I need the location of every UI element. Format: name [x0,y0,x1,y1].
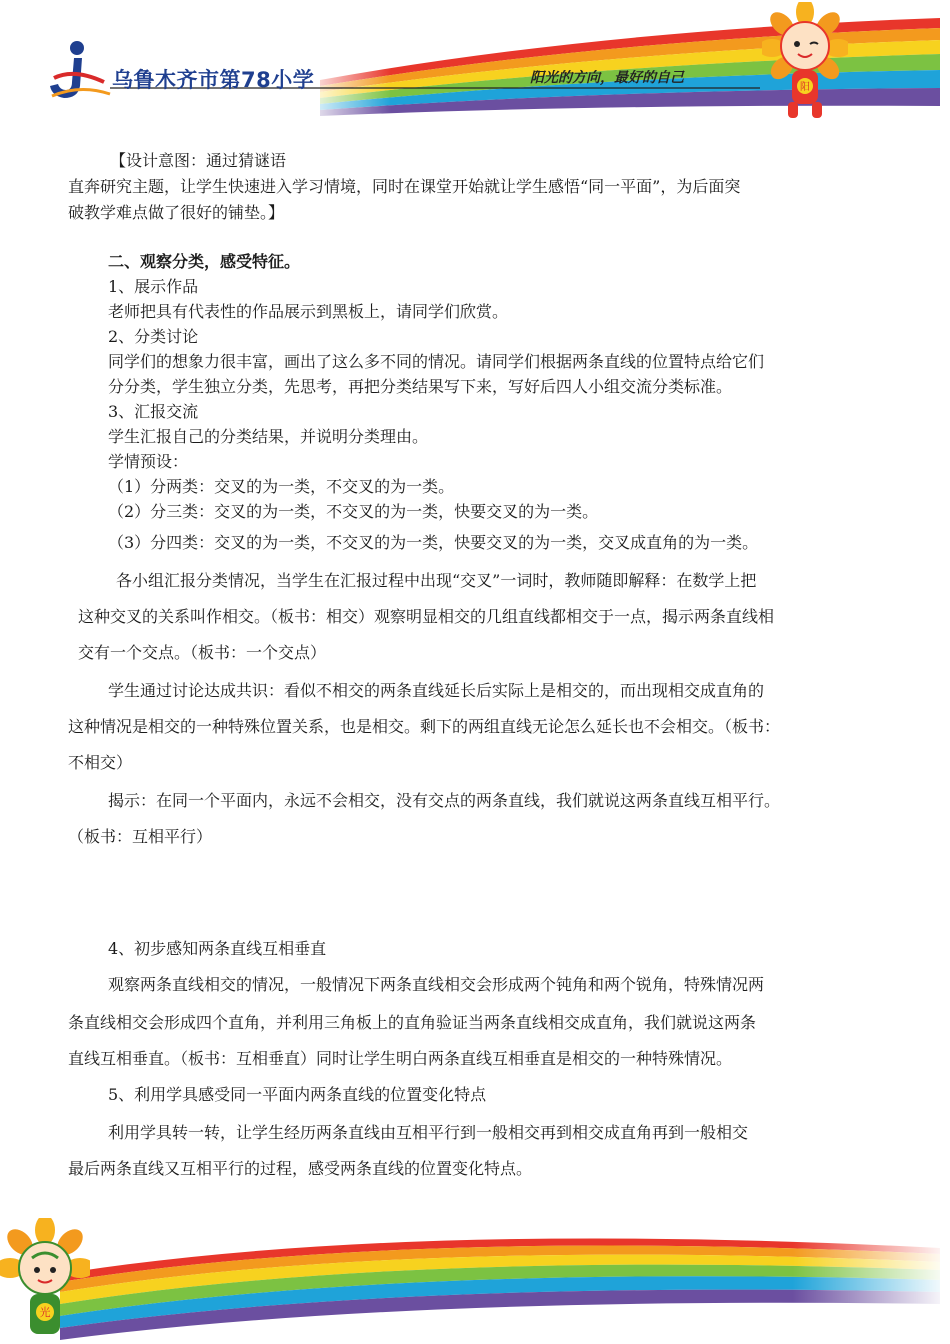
item-1-text: 老师把具有代表性的作品展示到黑板上，请同学们欣赏。 [108,302,509,321]
group-report-line-3: 交有一个交点。（板书：一个交点） [78,643,327,662]
item-5-line-1: 利用学具转一转，让学生经历两条直线由互相平行到一般相交再到相交成直角再到一般相交 [108,1123,749,1142]
sunflower-mascot-icon [762,2,848,122]
reveal-line-2: （板书：互相平行） [68,827,213,846]
mascot-badge-bottom: 光 [39,1306,51,1319]
school-name: 乌鲁木齐市第78小学 [112,68,315,92]
item-4-line-1: 观察两条直线相交的情况，一般情况下两条直线相交会形成两个钝角和两个锐角，特殊情况两 [108,975,765,994]
school-slogan: 阳光的方向，最好的自己 [530,70,684,86]
item-2-text-line-2: 分分类，学生独立分类，先思考，再把分类结果写下来，写好后四人小组交流分类标准。 [108,377,733,396]
item-5-line-2: 最后两条直线又互相平行的过程，感受两条直线的位置变化特点。 [68,1159,533,1178]
prediction-2: （2）分三类：交叉的为一类，不交叉的为一类，快要交叉的为一类。 [108,502,599,521]
group-report-line-1: 各小组汇报分类情况，当学生在汇报过程中出现“交叉”一词时，教师随即解释：在数学上把 [116,571,757,590]
prediction-label: 学情预设： [108,452,189,471]
section-2-title: 二、观察分类，感受特征。 [108,252,301,271]
mascot-badge-top: 阳 [800,82,810,93]
page-header [0,0,950,140]
item-4-line-2: 条直线相交会形成四个直角，并利用三角板上的直角验证当两条直线相交成直角，我们就说这两条 [68,1013,757,1032]
consensus-line-3: 不相交） [68,753,133,772]
footer-rainbow-swoosh [0,1170,950,1344]
prediction-3: （3）分四类：交叉的为一类，不交叉的为一类，快要交叉的为一类，交叉成直角的为一类。 [108,533,759,552]
prediction-1: （1）分两类：交叉的为一类，不交叉的为一类。 [108,477,455,496]
item-1-title: 1、展示作品 [108,277,199,296]
reveal-line-1: 揭示：在同一个平面内，永远不会相交，没有交点的两条直线，我们就说这两条直线互相平行。 [108,791,781,810]
footer-rainbow-bands [60,1170,950,1344]
consensus-line-2: 这种情况是相交的一种特殊位置关系，也是相交。剩下的两组直线无论怎么延长也不会相交。（板书： [68,717,781,736]
item-2-text-line-1: 同学们的想象力很丰富，画出了这么多不同的情况。请同学们根据两条直线的位置特点给它们 [108,352,765,371]
school-logo-icon [44,38,114,108]
design-intent-line-1: 【设计意图：通过猜谜语 [110,151,287,170]
item-4-line-3: 直线互相垂直。（板书：互相垂直）同时让学生明白两条直线互相垂直是相交的一种特殊情况。 [68,1049,733,1068]
item-2-title: 2、分类讨论 [108,327,199,346]
sunflower-mascot-bottom-icon [0,1218,90,1344]
item-3-text: 学生汇报自己的分类结果，并说明分类理由。 [108,427,429,446]
design-intent-line-2: 直奔研究主题，让学生快速进入学习情境，同时在课堂开始就让学生感悟“同一平面”，为后面突 [68,177,741,196]
item-4-title: 4、初步感知两条直线互相垂直 [108,939,327,958]
consensus-line-1: 学生通过讨论达成共识：看似不相交的两条直线延长后实际上是相交的，而出现相交成直角的 [108,681,765,700]
design-intent-line-3: 破教学难点做了很好的铺垫。】 [68,203,285,222]
group-report-line-2: 这种交叉的关系叫作相交。（板书：相交）观察明显相交的几组直线都相交于一点，揭示两条直线相 [78,607,775,626]
item-5-title: 5、利用学具感受同一平面内两条直线的位置变化特点 [108,1085,487,1104]
item-3-title: 3、汇报交流 [108,402,199,421]
